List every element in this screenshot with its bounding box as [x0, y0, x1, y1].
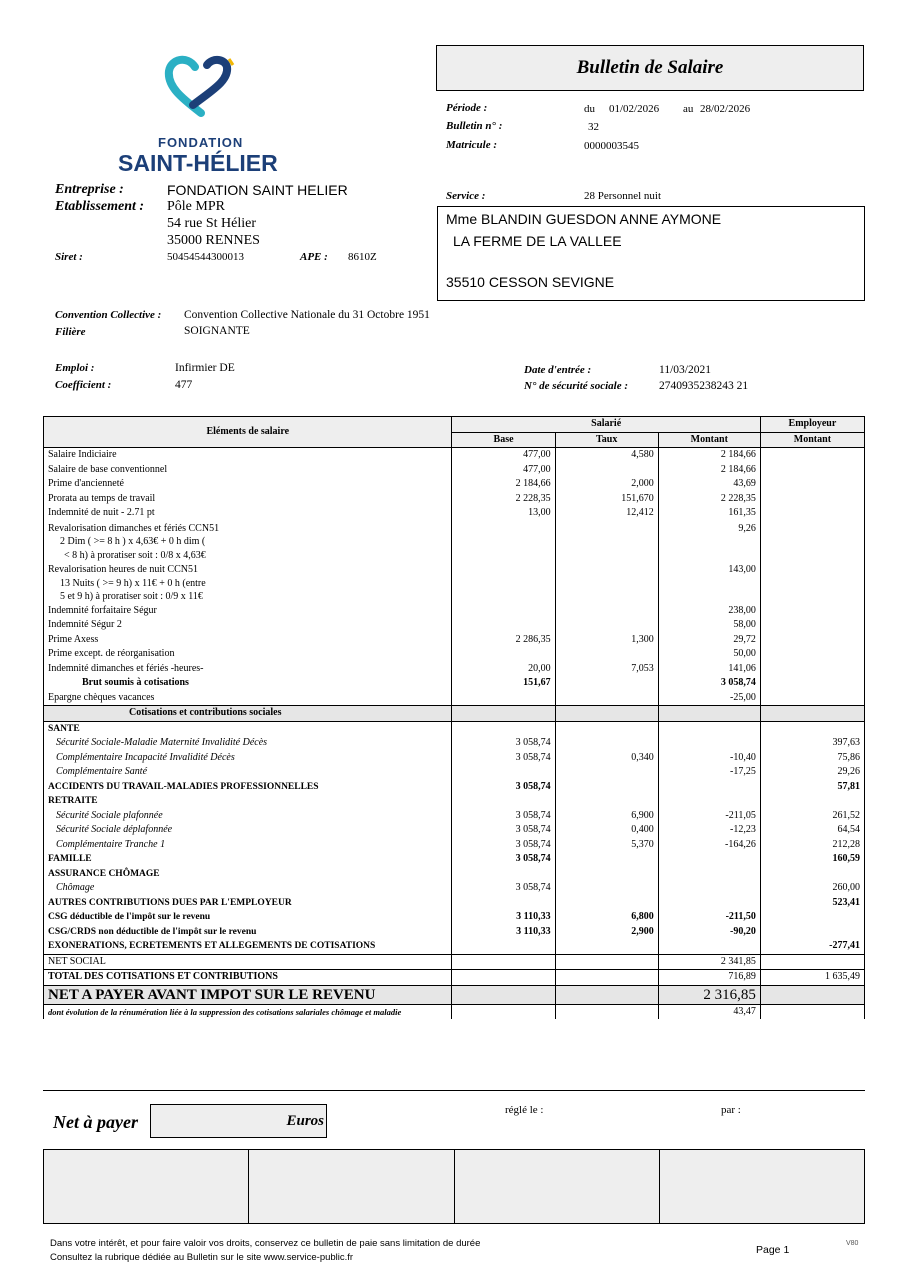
cell-label: Salaire Indiciaire [44, 448, 452, 463]
service-value: 28 Personnel nuit [584, 190, 661, 202]
employee-address-2: 35510 CESSON SEVIGNE [446, 274, 615, 290]
cell-taux [555, 721, 658, 736]
table-row [44, 852, 865, 867]
brut-montant: 3 058,74 [658, 676, 760, 691]
logo-line2: SAINT-HÉLIER [118, 150, 278, 176]
cell-base: 3 058,74 [452, 838, 555, 853]
page-number: Page 1 [756, 1244, 790, 1256]
cell-taux [555, 794, 658, 809]
total-employeur: 1 635,49 [760, 970, 864, 986]
cell-base: 3 058,74 [452, 751, 555, 766]
cell-employeur: 523,41 [760, 896, 864, 911]
cell-montant: -164,26 [658, 838, 760, 853]
header-montant-employeur: Montant [760, 432, 864, 448]
cell-base [452, 618, 555, 633]
cell-montant: 58,00 [658, 618, 760, 633]
filiere-label: Filière [55, 326, 86, 338]
cell-base: 3 058,74 [452, 736, 555, 751]
table-row [44, 721, 865, 736]
cell-employeur [760, 618, 864, 633]
cell-label: Indemnité dimanches et fériés -heures- [44, 662, 452, 677]
cell-montant [658, 939, 760, 954]
net-social-montant: 2 341,85 [658, 954, 760, 970]
cell-label: Sécurité Sociale plafonnée [44, 809, 452, 824]
cell-base: 477,00 [452, 463, 555, 478]
cell-label: ACCIDENTS DU TRAVAIL-MALADIES PROFESSIONNELLES [44, 780, 452, 795]
cell-label: FAMILLE [44, 852, 452, 867]
cell-employeur [760, 506, 864, 521]
cell-label: EXONERATIONS, ECRETEMENTS ET ALLEGEMENTS DE COTISATIONS [44, 939, 452, 954]
version: V80 [846, 1240, 859, 1247]
service-label: Service : [446, 190, 486, 202]
table-row [44, 838, 865, 853]
cell-montant [658, 896, 760, 911]
cell-employeur: 261,52 [760, 809, 864, 824]
epargne-label: Epargne chèques vacances [44, 691, 452, 706]
employee-address-1: LA FERME DE LA VALLEE [453, 233, 622, 249]
cell-taux: 6,800 [555, 910, 658, 925]
cell-taux [555, 867, 658, 882]
etablissement-label: Etablissement : [55, 199, 145, 214]
reval2-montant: 143,00 [658, 562, 760, 604]
cell-base: 3 058,74 [452, 852, 555, 867]
cell-base: 13,00 [452, 506, 555, 521]
table-row [44, 751, 865, 766]
cell-label: Indemnité forfaitaire Ségur [44, 604, 452, 619]
header-salarie: Salarié [452, 417, 760, 433]
cell-label: SANTE [44, 721, 452, 736]
header-montant: Montant [658, 432, 760, 448]
cell-label: Complémentaire Tranche 1 [44, 838, 452, 853]
convention-label: Convention Collective : [55, 309, 162, 321]
cell-label: ASSURANCE CHÔMAGE [44, 867, 452, 882]
table-row [44, 463, 865, 478]
employee-address-box [437, 206, 865, 301]
cell-taux: 0,340 [555, 751, 658, 766]
table-row [44, 867, 865, 882]
cell-montant: -12,23 [658, 823, 760, 838]
cell-label: Salaire de base conventionnel [44, 463, 452, 478]
logo-line1: FONDATION [158, 135, 244, 150]
period-label: Période : [446, 102, 488, 114]
period-du: du [584, 103, 595, 115]
cell-base [452, 896, 555, 911]
regle-le-label: réglé le : [505, 1104, 544, 1116]
table-row [44, 506, 865, 521]
cell-montant: 141,06 [658, 662, 760, 677]
table-row [44, 765, 865, 780]
net-a-payer-box [150, 1104, 327, 1138]
cell-montant: 43,69 [658, 477, 760, 492]
cell-montant: 2 228,35 [658, 492, 760, 507]
cell-base: 20,00 [452, 662, 555, 677]
secu-label: N° de sécurité sociale : [524, 380, 628, 392]
header-taux: Taux [555, 432, 658, 448]
cell-montant: -90,20 [658, 925, 760, 940]
cell-taux: 0,400 [555, 823, 658, 838]
cell-employeur [760, 463, 864, 478]
cell-label: AUTRES CONTRIBUTIONS DUES PAR L'EMPLOYEUR [44, 896, 452, 911]
siret-value: 50454544300013 [167, 251, 244, 263]
page-title: Bulletin de Salaire [436, 45, 864, 91]
table-row [44, 521, 865, 563]
table-row [44, 662, 865, 677]
footer-line1: Dans votre intérêt, et pour faire valoir vos droits, conservez ce bulletin de paie sans limitation de durée [50, 1238, 481, 1249]
cell-montant: 50,00 [658, 647, 760, 662]
company-address-1: 54 rue St Hélier [167, 216, 257, 231]
cell-montant: 29,72 [658, 633, 760, 648]
cell-montant: -17,25 [658, 765, 760, 780]
cell-base [452, 867, 555, 882]
reval2-line1: Revalorisation heures de nuit CCN51 [48, 564, 198, 575]
table-row [44, 647, 865, 662]
period-au: au [683, 103, 694, 115]
cell-montant [658, 780, 760, 795]
cell-label: RETRAITE [44, 794, 452, 809]
epargne-montant: -25,00 [658, 691, 760, 706]
net-social-row [44, 954, 865, 970]
cell-employeur: 212,28 [760, 838, 864, 853]
table-row [44, 633, 865, 648]
table-header-row [44, 417, 865, 433]
bulletin-label: Bulletin n° : [446, 120, 503, 132]
table-row [44, 477, 865, 492]
cell-taux [555, 896, 658, 911]
cell-taux [555, 647, 658, 662]
cell-taux [555, 939, 658, 954]
table-row [44, 896, 865, 911]
cell-employeur [760, 477, 864, 492]
table-row [44, 780, 865, 795]
cell-employeur [760, 910, 864, 925]
cell-label: CSG déductible de l'impôt sur le revenu [44, 910, 452, 925]
table-row [44, 448, 865, 463]
cell-label: Prime d'ancienneté [44, 477, 452, 492]
cell-label: Sécurité Sociale déplafonnée [44, 823, 452, 838]
header-base: Base [452, 432, 555, 448]
cell-base [452, 647, 555, 662]
cell-label: Chômage [44, 881, 452, 896]
coefficient-label: Coefficient : [55, 379, 112, 391]
cell-base: 3 058,74 [452, 881, 555, 896]
entreprise-label: Entreprise : [55, 182, 124, 197]
reval1-line1: Revalorisation dimanches et fériés CCN51 [48, 522, 220, 534]
cell-employeur [760, 721, 864, 736]
cell-taux: 6,900 [555, 809, 658, 824]
table-row [44, 794, 865, 809]
cell-label: Prime Axess [44, 633, 452, 648]
total-row [44, 970, 865, 986]
cell-label: CSG/CRDS non déductible de l'impôt sur le revenu [44, 925, 452, 940]
company-address-2: 35000 RENNES [167, 233, 260, 248]
cell-taux: 2,900 [555, 925, 658, 940]
net-social-label: NET SOCIAL [44, 954, 452, 970]
cell-taux: 151,670 [555, 492, 658, 507]
net-avant-impot-montant: 2 316,85 [658, 985, 760, 1004]
cell-base [452, 604, 555, 619]
ape-value: 8610Z [348, 251, 377, 263]
ape-label: APE : [300, 251, 328, 263]
cell-employeur: 160,59 [760, 852, 864, 867]
net-a-payer-currency: Euros [286, 1113, 324, 1129]
cell-montant [658, 721, 760, 736]
cell-montant: 2 184,66 [658, 463, 760, 478]
footer-line2: Consultez la rubrique dédiée au Bulletin sur le site www.service-public.fr [50, 1252, 354, 1263]
total-label: TOTAL DES COTISATIONS ET CONTRIBUTIONS [44, 970, 452, 986]
cell-montant: -211,05 [658, 809, 760, 824]
net-avant-impot-row [44, 985, 865, 1004]
reval1-montant: 9,26 [658, 521, 760, 563]
cell-employeur: 64,54 [760, 823, 864, 838]
total-montant: 716,89 [658, 970, 760, 986]
cell-montant: -211,50 [658, 910, 760, 925]
cell-montant [658, 736, 760, 751]
header-employeur: Employeur [760, 417, 864, 433]
cell-taux: 5,370 [555, 838, 658, 853]
period-from: 01/02/2026 [609, 103, 660, 115]
header-elements: Eléments de salaire [44, 417, 452, 448]
secu-value: 2740935238243 21 [659, 380, 749, 392]
reval2-label [44, 562, 452, 604]
cell-employeur [760, 633, 864, 648]
cell-employeur: 75,86 [760, 751, 864, 766]
cell-taux [555, 881, 658, 896]
cell-base: 3 058,74 [452, 823, 555, 838]
cell-label: Prorata au temps de travail [44, 492, 452, 507]
matricule-value: 0000003545 [584, 140, 639, 152]
cell-base: 3 110,33 [452, 925, 555, 940]
date-entree-label: Date d'entrée : [524, 364, 592, 376]
payslip-table [43, 416, 865, 1019]
entreprise-value: FONDATION SAINT HELIER [167, 182, 348, 198]
cell-montant: 2 184,66 [658, 448, 760, 463]
table-row [44, 910, 865, 925]
emploi-label: Emploi : [55, 362, 95, 374]
cell-label: Sécurité Sociale-Maladie Maternité Invalidité Décès [44, 736, 452, 751]
cell-label: Indemnité de nuit - 2.71 pt [44, 506, 452, 521]
table-row [44, 809, 865, 824]
emploi-value: Infirmier DE [175, 362, 235, 374]
cell-employeur: 57,81 [760, 780, 864, 795]
separator [43, 1090, 865, 1091]
table-row [44, 562, 865, 604]
cell-taux [555, 618, 658, 633]
table-row [44, 736, 865, 751]
epargne-row [44, 691, 865, 706]
table-row [44, 618, 865, 633]
cell-base [452, 721, 555, 736]
matricule-label: Matricule : [446, 139, 498, 151]
dont-label: dont évolution de la rénumération liée à la suppression des cotisations salariales chômage et maladie [44, 1004, 452, 1019]
cell-employeur [760, 867, 864, 882]
reval1-line2: 2 Dim ( >= 8 h ) x 4,63€ + 0 h dim ( [60, 536, 206, 547]
cell-montant: 161,35 [658, 506, 760, 521]
dont-row [44, 1004, 865, 1019]
payment-box [660, 1150, 864, 1223]
cell-taux: 4,580 [555, 448, 658, 463]
date-entree-value: 11/03/2021 [659, 364, 711, 376]
employee-name: Mme BLANDIN GUESDON ANNE AYMONE [446, 211, 722, 227]
period-to: 28/02/2026 [700, 103, 751, 115]
cell-employeur [760, 448, 864, 463]
cell-label: Prime except. de réorganisation [44, 647, 452, 662]
table-row [44, 604, 865, 619]
cell-employeur [760, 647, 864, 662]
payment-box [455, 1150, 660, 1223]
cell-employeur: 29,26 [760, 765, 864, 780]
etablissement-value: Pôle MPR [167, 199, 225, 214]
par-label: par : [721, 1104, 741, 1116]
cell-base: 3 058,74 [452, 780, 555, 795]
reval1-line3: < 8 h) à proratiser soit : 0/8 x 4,63€ [64, 549, 206, 561]
convention-value: Convention Collective Nationale du 31 Octobre 1951 [184, 309, 430, 321]
cell-employeur: -277,41 [760, 939, 864, 954]
heart-logo-icon [163, 55, 239, 117]
payment-boxes [43, 1149, 865, 1224]
cell-taux: 1,300 [555, 633, 658, 648]
cell-employeur [760, 925, 864, 940]
cell-montant [658, 881, 760, 896]
table-row [44, 925, 865, 940]
brut-label: Brut soumis à cotisations [44, 676, 452, 691]
cell-montant: -10,40 [658, 751, 760, 766]
siret-label: Siret : [55, 251, 83, 263]
cell-taux [555, 736, 658, 751]
table-row [44, 881, 865, 896]
cell-base: 477,00 [452, 448, 555, 463]
net-avant-impot-label: NET A PAYER AVANT IMPOT SUR LE REVENU [44, 985, 452, 1004]
payment-box [44, 1150, 249, 1223]
cell-label: Complémentaire Santé [44, 765, 452, 780]
reval1-label [44, 521, 452, 563]
cell-taux: 7,053 [555, 662, 658, 677]
reval2-line2: 13 Nuits ( >= 9 h) x 11€ + 0 h (entre [60, 577, 206, 589]
cotisations-title: Cotisations et contributions sociales [44, 706, 452, 722]
cell-base [452, 765, 555, 780]
cell-base: 2 228,35 [452, 492, 555, 507]
cell-taux [555, 463, 658, 478]
cell-montant: 238,00 [658, 604, 760, 619]
cell-taux [555, 765, 658, 780]
net-a-payer-label: Net à payer [53, 1112, 138, 1132]
cell-base [452, 794, 555, 809]
cell-employeur: 260,00 [760, 881, 864, 896]
bulletin-value: 32 [588, 121, 599, 133]
cell-employeur [760, 604, 864, 619]
cell-base: 2 184,66 [452, 477, 555, 492]
cell-montant [658, 852, 760, 867]
brut-base: 151,67 [452, 676, 555, 691]
cell-employeur [760, 662, 864, 677]
cell-base: 3 058,74 [452, 809, 555, 824]
cell-taux: 2,000 [555, 477, 658, 492]
cell-employeur [760, 794, 864, 809]
brut-row [44, 676, 865, 691]
table-row [44, 939, 865, 954]
table-row [44, 492, 865, 507]
filiere-value: SOIGNANTE [184, 325, 250, 337]
cell-montant [658, 794, 760, 809]
cell-taux [555, 604, 658, 619]
cell-employeur: 397,63 [760, 736, 864, 751]
cell-montant [658, 867, 760, 882]
payment-box [249, 1150, 454, 1223]
cell-label: Complémentaire Incapacité Invalidité Décès [44, 751, 452, 766]
cell-taux: 12,412 [555, 506, 658, 521]
cell-base [452, 939, 555, 954]
dont-montant: 43,47 [658, 1004, 760, 1019]
cell-employeur [760, 492, 864, 507]
cotisations-section-row [44, 706, 865, 722]
cell-taux [555, 852, 658, 867]
cell-base: 3 110,33 [452, 910, 555, 925]
cell-base: 2 286,35 [452, 633, 555, 648]
cell-label: Indemnité Ségur 2 [44, 618, 452, 633]
reval2-line3: 5 et 9 h) à proratiser soit : 0/9 x 11€ [60, 591, 203, 602]
table-row [44, 823, 865, 838]
cell-taux [555, 780, 658, 795]
coefficient-value: 477 [175, 379, 193, 391]
